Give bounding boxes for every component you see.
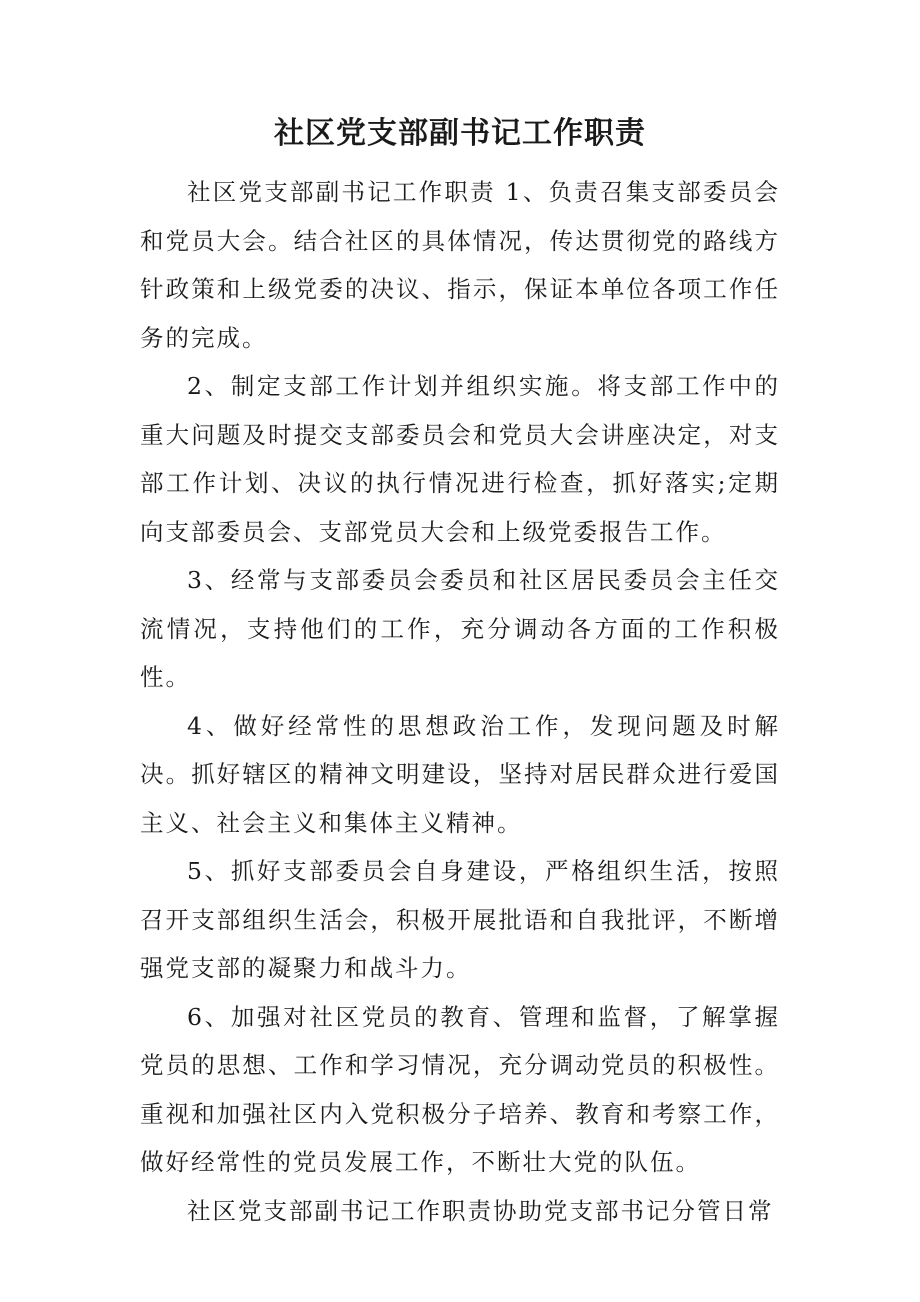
paragraph-1: 社区党支部副书记工作职责 1、负责召集支部委员会和党员大会。结合社区的具体情况，传达贯彻党的路线方针政策和上级党委的决议、指示，保证本单位各项工作任务的完成。 (140, 178, 780, 352)
document-body (140, 168, 780, 1235)
paragraph-7: 社区党支部副书记工作职责协助党支部书记分管日常 (187, 1196, 774, 1225)
paragraph-3: 3、经常与支部委员会委员和社区居民委员会主任交流情况，支持他们的工作，充分调动各方面的工作积极性。 (140, 566, 780, 691)
paragraph-6: 6、加强对社区党员的教育、管理和监督，了解掌握党员的思想、工作和学习情况，充分调动党员的积极性。重视和加强社区内入党积极分子培养、教育和考察工作，做好经常性的党员发展工作，不断壮大党的队伍。 (140, 1002, 780, 1176)
paragraph-5: 5、抓好支部委员会自身建设，严格组织生活，按照召开支部组织生活会，积极开展批语和自我批评，不断增强党支部的凝聚力和战斗力。 (140, 857, 780, 982)
document-title: 社区党支部副书记工作职责 (274, 116, 646, 151)
paragraph-4: 4、做好经常性的思想政治工作，发现问题及时解决。抓好辖区的精神文明建设，坚持对居民群众进行爱国主义、社会主义和集体主义精神。 (140, 711, 780, 837)
paragraph-2: 2、制定支部工作计划并组织实施。将支部工作中的重大问题及时提交支部委员会和党员大会讲座决定，对支部工作计划、决议的执行情况进行检查，抓好落实;定期向支部委员会、支部党员大会和上级党委报告工作。 (140, 372, 780, 546)
